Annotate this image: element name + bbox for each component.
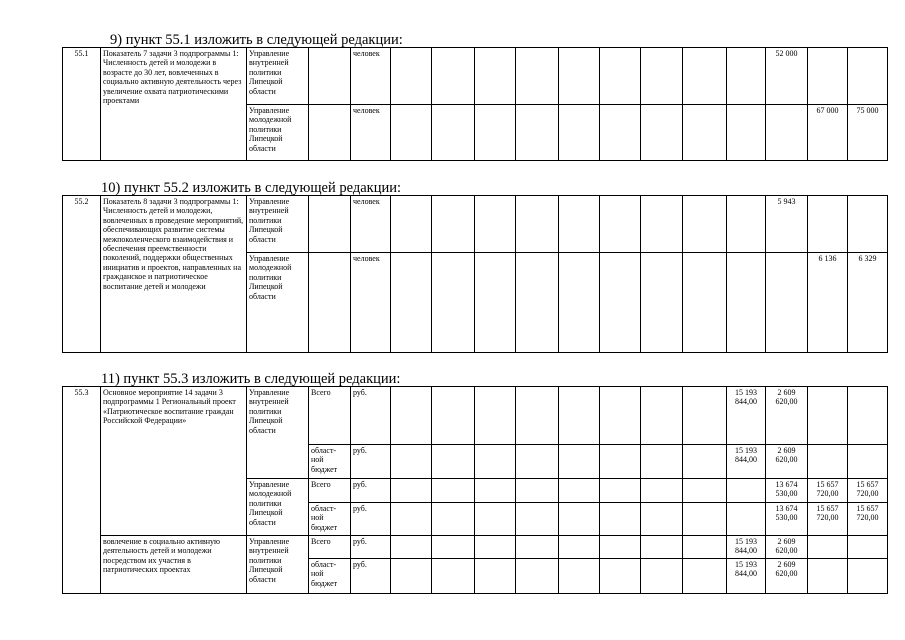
- indicator-name: Показатель 8 задачи 3 подпрограммы 1: Численность детей и молодежи, вовлеченных в проведение мероприятий, обеспечивающих развитие системы межпоколенческого взаимодействия и обеспечения преемственности поколений, поддержки общественных инициатив и проектов, направленных на гражданское и патриотическое воспитание детей и молодежи: [101, 196, 247, 353]
- unit-cell: человек: [351, 253, 391, 353]
- source-total: Всего: [309, 479, 351, 503]
- source-total: Всего: [309, 536, 351, 559]
- unit-cell: человек: [351, 105, 391, 161]
- value-cell: 15 193 844,00: [727, 445, 766, 479]
- value-cell: 75 000: [848, 105, 888, 161]
- section-9-heading: 9) пункт 55.1 изложить в следующей редакции:: [110, 32, 403, 48]
- source-regional-budget: област-ной бюджет: [309, 559, 351, 594]
- responsible-executor: Управление молодежной политики Липецкой области: [247, 253, 309, 353]
- item-number: 55.3: [63, 387, 101, 594]
- unit-cell: руб.: [351, 445, 391, 479]
- value-cell: 15 657 720,00: [808, 479, 848, 503]
- value-cell: 15 657 720,00: [848, 503, 888, 536]
- value-cell: 15 193 844,00: [727, 387, 766, 445]
- value-cell: 52 000: [766, 48, 808, 105]
- value-cell: 6 136: [808, 253, 848, 353]
- table-55-3: [62, 386, 888, 594]
- indicator-name: Показатель 7 задачи 3 подпрограммы 1: Численность детей и молодежи в возрасте до 30 лет, вовлеченных в социально активную деятельность через увеличение охвата патриотическими проектами: [101, 48, 247, 161]
- unit-cell: руб.: [351, 387, 391, 445]
- value-cell: 15 193 844,00: [727, 559, 766, 594]
- activity-name: Основное мероприятие 14 задачи 3 подпрограммы 1 Региональный проект «Патриотическое воспитание граждан Российской Федерации»: [101, 387, 247, 536]
- unit-cell: человек: [351, 196, 391, 253]
- unit-cell: человек: [351, 48, 391, 105]
- value-cell: 2 609 620,00: [766, 536, 808, 559]
- activity-name: вовлечение в социально активную деятельность детей и молодежи посредством их участия в патриотических проектах: [101, 536, 247, 594]
- table-55-2: [62, 195, 888, 353]
- section-10-heading: 10) пункт 55.2 изложить в следующей редакции:: [101, 180, 401, 196]
- value-cell: 6 329: [848, 253, 888, 353]
- value-cell: 15 657 720,00: [808, 503, 848, 536]
- table-55-1: [62, 47, 888, 161]
- value-cell: 15 193 844,00: [727, 536, 766, 559]
- source-total: Всего: [309, 387, 351, 445]
- value-cell: 13 674 530,00: [766, 503, 808, 536]
- responsible-executor: Управление молодежной политики Липецкой области: [247, 105, 309, 161]
- source-regional-budget: област-ной бюджет: [309, 445, 351, 479]
- item-number: 55.2: [63, 196, 101, 353]
- value-cell: 5 943: [766, 196, 808, 253]
- unit-cell: руб.: [351, 559, 391, 594]
- responsible-executor: Управление внутренней политики Липецкой области: [247, 536, 309, 594]
- value-cell: 67 000: [808, 105, 848, 161]
- responsible-executor: Управление внутренней политики Липецкой области: [247, 48, 309, 105]
- value-cell: 2 609 620,00: [766, 387, 808, 445]
- value-cell: 13 674 530,00: [766, 479, 808, 503]
- unit-cell: руб.: [351, 479, 391, 503]
- responsible-executor: Управление внутренней политики Липецкой области: [247, 387, 309, 479]
- unit-cell: руб.: [351, 503, 391, 536]
- value-cell: 15 657 720,00: [848, 479, 888, 503]
- value-cell: 2 609 620,00: [766, 445, 808, 479]
- responsible-executor: Управление молодежной политики Липецкой области: [247, 479, 309, 536]
- value-cell: 2 609 620,00: [766, 559, 808, 594]
- responsible-executor: Управление внутренней политики Липецкой области: [247, 196, 309, 253]
- unit-cell: руб.: [351, 536, 391, 559]
- item-number: 55.1: [63, 48, 101, 161]
- section-11-heading: 11) пункт 55.3 изложить в следующей редакции:: [101, 371, 401, 387]
- source-regional-budget: област-ной бюджет: [309, 503, 351, 536]
